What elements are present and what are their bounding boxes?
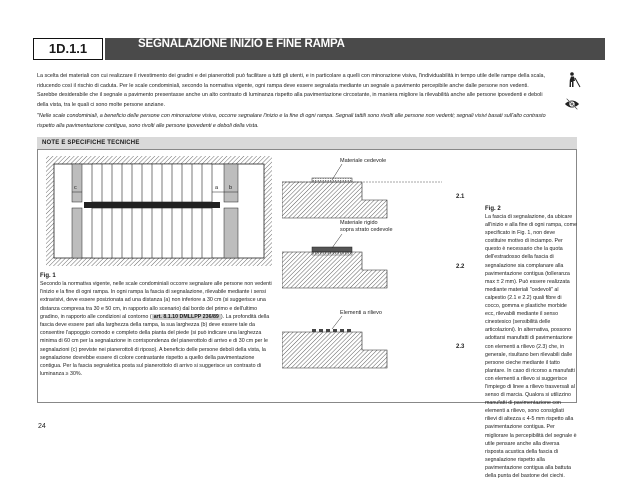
plan-label-b: b (229, 185, 233, 191)
blind-person-icon (566, 72, 582, 88)
signal-strip-b-lower (224, 208, 238, 258)
low-vision-eye-icon (564, 96, 580, 112)
section-header (33, 38, 605, 60)
plan-label-c: c (74, 185, 77, 191)
section-2-2-label-line2: sopra strato cedevole (340, 227, 393, 233)
fig1-title: Fig. 1 (40, 273, 56, 279)
norm-reference: art. 8.1.10 DMLLPP 236/89 (153, 313, 219, 320)
section-title: SEGNALAZIONE INIZIO E FINE RAMPA (138, 38, 345, 50)
lower-flight (92, 208, 212, 258)
title-bar (105, 38, 605, 60)
fig1-caption (40, 272, 272, 378)
section-2-1-label: Materiale cedevole (340, 158, 387, 164)
section-2-2 (282, 220, 465, 288)
fig1-body-before: Secondo la normativa vigente, nelle scale condominiali occorre segnalare alle persone non vedenti l'inizio e la fine di ogni rampa. In ogni rampa la fascia di segnalazione, rilevabile mediante i sensi extravisivi, deve essere posizionata ad una distanza (a) non inferiore a 30 cm (si suggerisce una distanza compresa tra 30 e 50 cm, in rapporto allo scenario) dal bordo del primo e dell'ultimo gradino, in rapporto alle condizioni al contorno ( (40, 281, 272, 320)
notes-bar (37, 137, 577, 149)
upper-flight (92, 164, 212, 202)
signal-strip-b (224, 164, 238, 202)
section-2-3 (282, 310, 465, 368)
notes-label: NOTE E SPECIFICHE TECNICHE (42, 140, 140, 146)
section-2-3-number: 2.3 (456, 344, 465, 350)
fig2-title: Fig. 2 (485, 206, 501, 212)
fig1-body (40, 280, 272, 378)
section-2-1 (282, 158, 465, 218)
intro-paragraph: La scelta dei materiali con cui realizzare il rivestimento dei gradini e dei pianerottoli può facilitare a tutti gli utenti, e in particolare a quelli con minorazione visiva, l'individuabilità in tempo utile delle rampe della scala, riducendo così il rischio di caduta. Per le scale condominiali, secondo la normativa vigente, ogni rampa deve essere segnalata mediante un segnale a pavimento percepibile anche dalle persone non vedenti. Sarebbe desiderabile che il segnale a pavimento presentasse anche un alto contrasto di luminanza rispetto alla pavimentazione circostante, in maniera migliore la rilevabilità anche alle persone ipovedenti e deboli della vista, tra le quali ci sono molte persone anziane. (37, 73, 546, 109)
fig1-body-after: ). La profondità della fascia deve essere pari alla larghezza della rampa, la sua larghezza (b) deve essere tale da consentire l'appoggio comodo e completo della pianta del piede (si può indicare una larghezza minima di 60 cm per la segnalazione in corrispondenza del pianerottolo di arrivo e di 30 cm per le segnalazioni (c) previste nei pianerottoli di riposo). A beneficio delle persone deboli della vista, la segnalazione dovrebbe essere di colore contrastante rispetto a quello della pavimentazione contigua. Per la fascia segnaletica posta sul pianerottolo di arrivo si suggerisce un contrasto di luminanza ≥ 30%. (40, 313, 270, 378)
signal-strip-c-lower (72, 208, 82, 258)
fig2-caption (485, 205, 577, 480)
step-section-diagram (282, 152, 482, 402)
section-2-2-label-line1: Materiale rigido (340, 220, 378, 226)
fig2-body: La fascia di segnalazione, da ubicare all'inizio e alla fine di ogni rampa, come specificato in Fig. 1, non deve costituire motivo di inciampo. Per questo è necessario che la quota dell'estradosso della fascia di segnalazione sia complanare alla pavimentazione contigua (tolleranza max ± 2 mm). Può essere realizzata mediante materiali "cedevoli" al calpestio (2.1 e 2.2) quali fibre di cocco, gomma e plastiche morbide ecc, rilevabili mediante il senso cinestesico (sensibilità delle articolazioni). In alternativa, possono adottarsi manufatti di pavimentazione con elementi a rilievo (2.3) che, in generale, risultano ben rilevabili dalle persone cieche mediante il tatto plantare. In caso di ricorso a manufatti con elementi a rilievo si suggerisce l'impiego di linee a rilievo trasversali al senso di marcia. Qualora si utilizzino manufatti di pavimentazione con elementi a rilievo, sono consigliati rilievi di altezza ≤ 4-5 mm rispetto alla pavimentazione contigua. Per migliorare la percepibilità del segnale è utile pensare anche alla diversa risposta acustica della fascia di segnalazione rispetto alla pavimentazione contigua alla battuta della punta del bastone dei ciechi. (485, 214, 577, 479)
page-number: 24 (38, 423, 46, 430)
section-2-3-label: Elementi a rilievo (340, 310, 382, 316)
signal-strip-c (72, 164, 82, 202)
section-2-1-number: 2.1 (456, 194, 465, 200)
section-2-2-number: 2.2 (456, 264, 465, 270)
section-code: 1D.1.1 (33, 38, 103, 60)
plan-label-a: a (215, 185, 219, 191)
central-wall (84, 202, 220, 208)
quote-paragraph: "Nelle scale condominiali, a beneficio delle persone con minorazione visiva, occorre segnalare l'inizio e la fine di ogni rampa. Segnali tattili sono rivolti alle persone non vedenti; segnali visivi basati sull'alto contrasto rispetto alla pavimentazione contigua, sono rivolti alle persone ipovedenti e deboli della vista. (37, 113, 546, 129)
stair-plan-diagram (44, 152, 274, 270)
